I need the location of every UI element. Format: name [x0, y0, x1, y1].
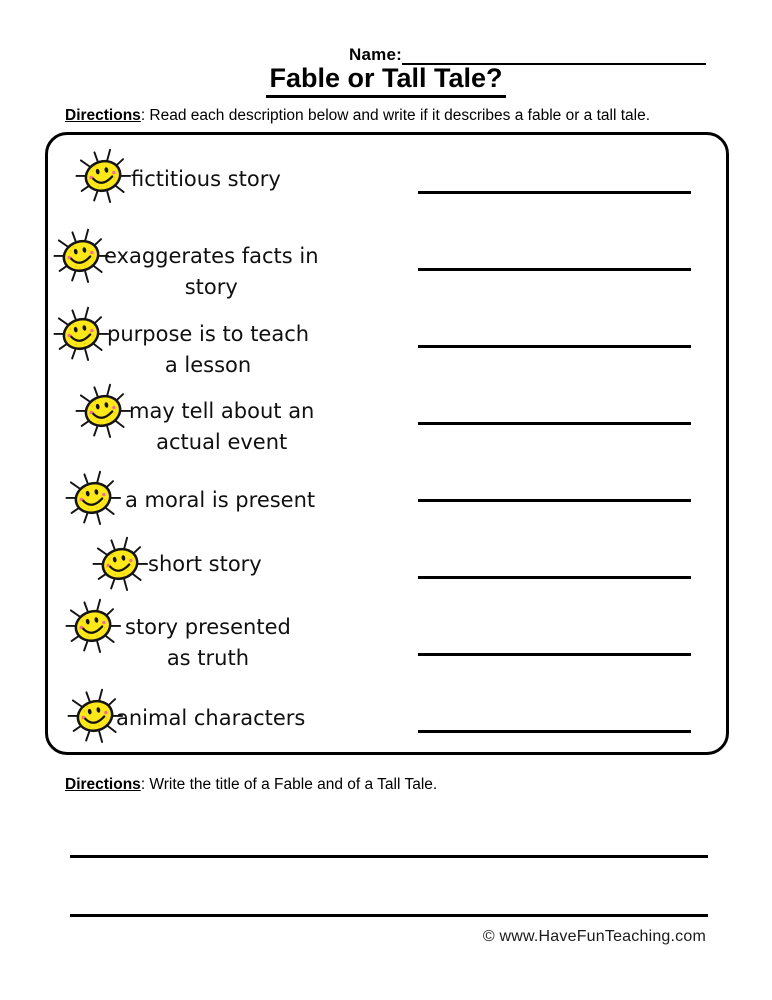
item-description [125, 485, 315, 516]
sun-smiley-icon [92, 534, 150, 592]
item-line1: purpose is to teach [107, 322, 310, 346]
answer-line[interactable] [418, 499, 691, 502]
sun-smiley-icon [75, 381, 133, 439]
name-label: Name: [349, 45, 402, 64]
item-line1: exaggerates facts in [104, 244, 319, 268]
item-line2: as truth [166, 646, 250, 670]
item-description [148, 549, 262, 580]
fable-title-line[interactable] [70, 855, 708, 858]
answer-line[interactable] [418, 422, 691, 425]
directions-top-text: : Read each description below and write if it describes a fable or a tall tale. [140, 107, 651, 124]
item-line1: story presented [125, 615, 291, 639]
answer-line[interactable] [418, 730, 691, 733]
directions-bottom [65, 776, 725, 794]
item-line2: actual event [156, 430, 288, 454]
item-description [116, 703, 305, 734]
item-description [129, 396, 314, 458]
directions-bottom-text: : Write the title of a Fable and of a Tall Tale. [140, 776, 438, 793]
tall-tale-title-line[interactable] [70, 914, 708, 917]
directions-top [65, 107, 725, 125]
page-title: Fable or Tall Tale? [266, 63, 505, 98]
answer-line[interactable] [418, 653, 691, 656]
item-description [107, 319, 309, 381]
item-line1: may tell about an [129, 399, 315, 423]
item-line1: a moral is present [125, 488, 316, 512]
answer-line[interactable] [418, 576, 691, 579]
item-line1: fictitious story [131, 167, 281, 191]
item-line1: short story [148, 552, 262, 576]
answer-line[interactable] [418, 268, 691, 271]
copyright-credit: © www.HaveFunTeaching.com [482, 928, 706, 945]
item-description [125, 612, 291, 674]
sun-smiley-icon [75, 146, 133, 204]
item-line2: a lesson [164, 353, 252, 377]
sun-smiley-icon [53, 304, 111, 362]
item-line2: story [184, 275, 238, 299]
title-wrap [0, 63, 772, 98]
item-description [131, 164, 281, 195]
answer-line[interactable] [418, 191, 691, 194]
descriptions-box [45, 132, 729, 755]
directions-top-label: Directions [65, 107, 141, 124]
directions-bottom-label: Directions [65, 776, 141, 793]
sun-smiley-icon [65, 596, 123, 654]
answer-line[interactable] [418, 345, 691, 348]
sun-smiley-icon [53, 226, 111, 284]
sun-smiley-icon [65, 468, 123, 526]
item-line1: animal characters [116, 706, 306, 730]
item-description [104, 241, 319, 303]
